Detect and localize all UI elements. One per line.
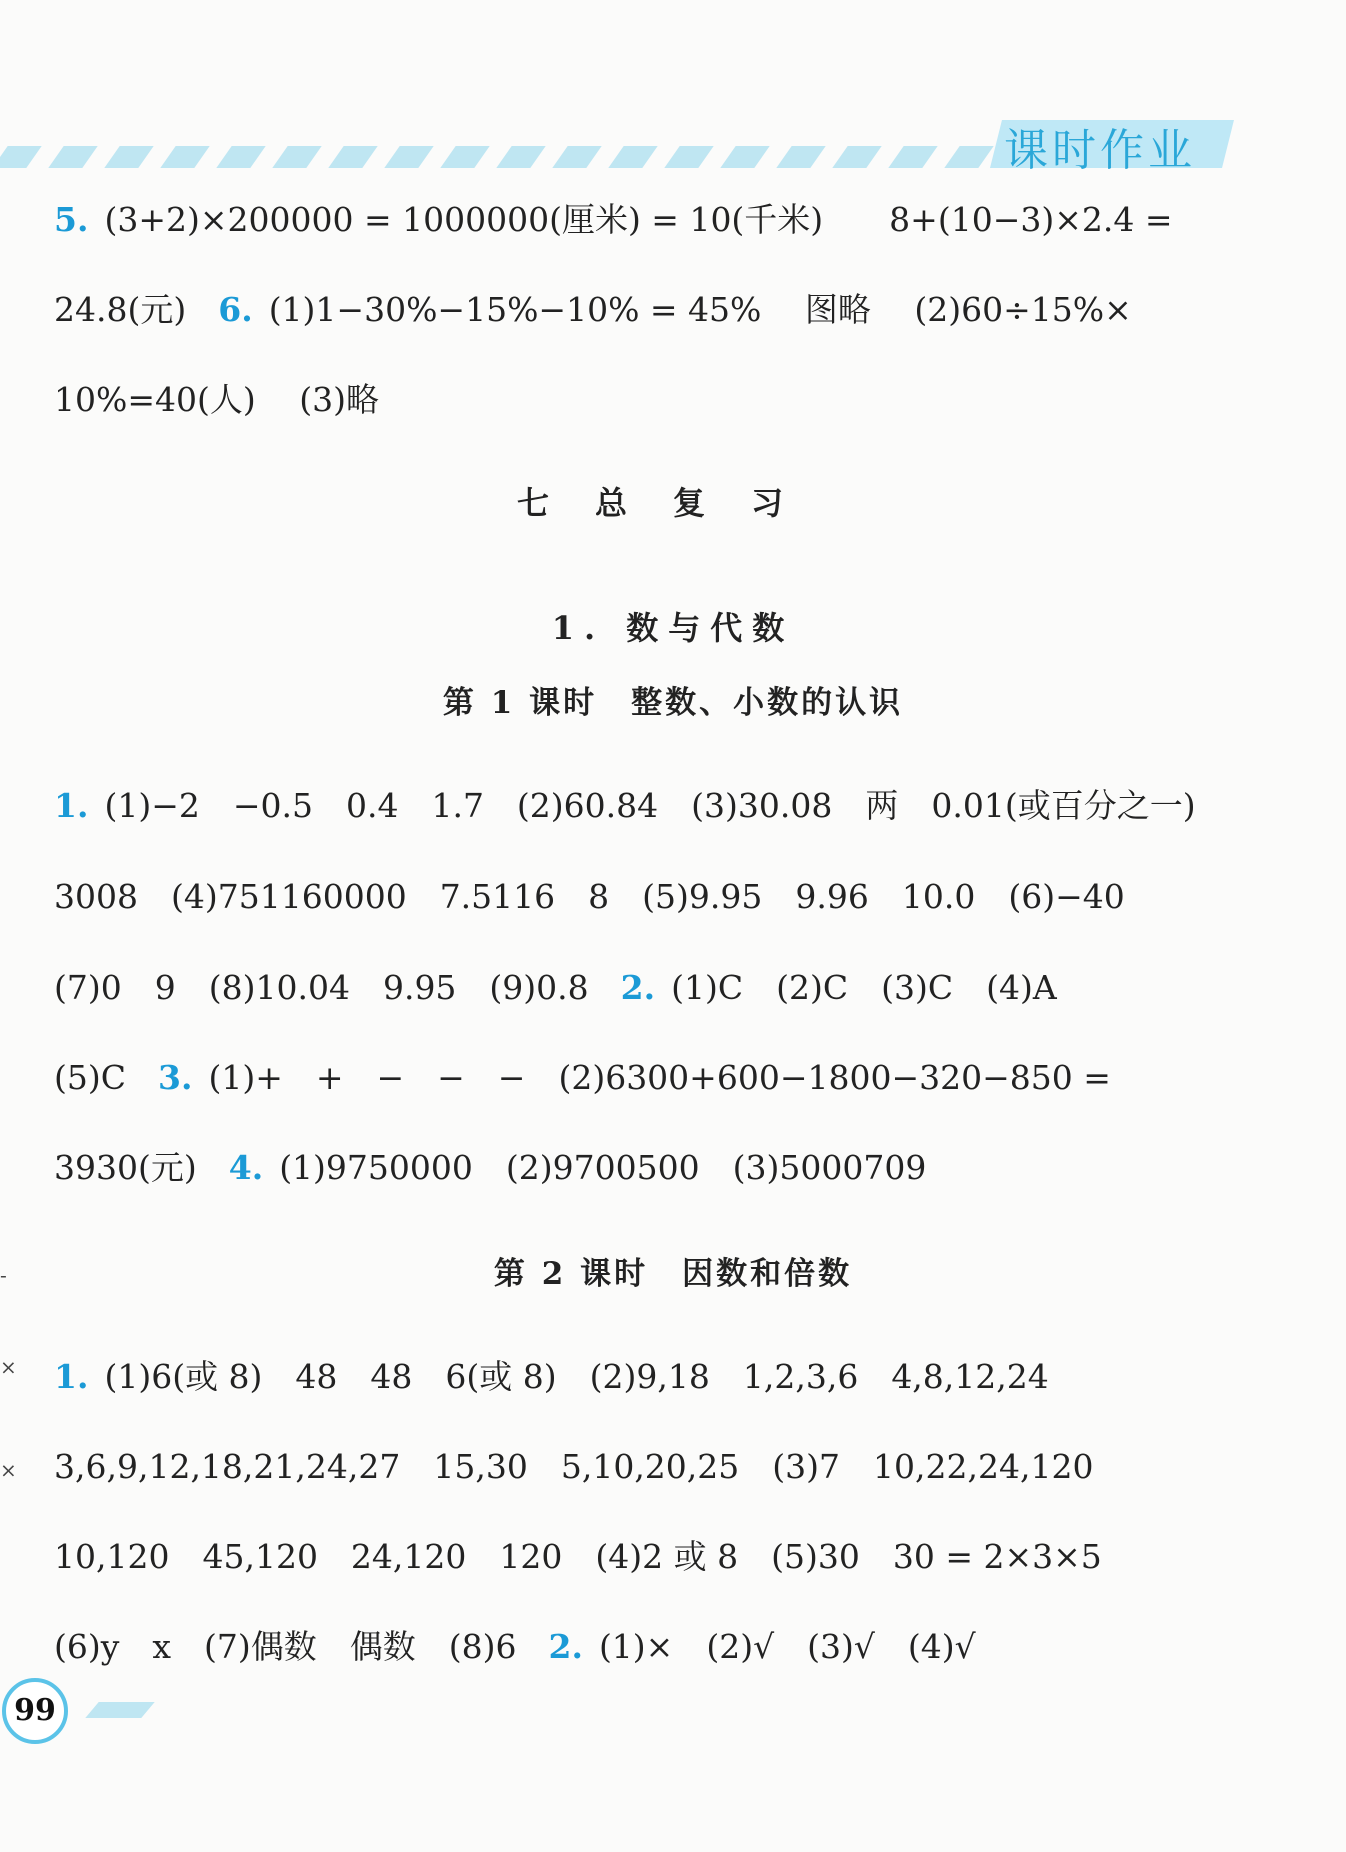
margin-mark: - — [0, 1263, 7, 1287]
question-number: 4. — [228, 1148, 264, 1187]
answer-text: (1)+ + − − − (2)6300+600−1800−320−850 = — [208, 1058, 1111, 1097]
answer-text: 10,120 45,120 24,120 120 (4)2 或 8 (5)30 30 = 2×3×5 — [54, 1537, 1102, 1576]
answer-line — [54, 290, 1132, 330]
answer-text: (3+2)×200000 = 1000000(厘米) = 10(千米) 8+(10−3)×2.4 = — [104, 200, 1173, 239]
header-title-badge — [996, 108, 1228, 174]
question-number: 2. — [548, 1627, 583, 1666]
margin-mark: × — [0, 1355, 17, 1379]
answer-text: (7)0 9 (8)10.04 9.95 (9)0.8 — [54, 968, 589, 1007]
page-number-badge — [2, 1678, 68, 1744]
answer-text: (6)y x (7)偶数 偶数 (8)6 — [54, 1627, 517, 1666]
answer-text: (5)C — [54, 1058, 126, 1097]
answer-text: (1)× (2)√ (3)√ (4)√ — [598, 1627, 976, 1666]
answer-line — [54, 1058, 1111, 1098]
question-number: 1. — [54, 1357, 89, 1396]
page-number: 99 — [14, 1693, 56, 1728]
answer-text: 24.8(元) — [54, 290, 187, 329]
answer-line — [54, 1357, 1049, 1397]
answer-text: (1)6(或 8) 48 48 6(或 8) (2)9,18 1,2,3,6 4,8,12,24 — [104, 1357, 1049, 1396]
header-title: 课时作业 — [1004, 125, 1196, 176]
answer-text: (1)C (2)C (3)C (4)A — [671, 968, 1057, 1007]
answer-line — [54, 1447, 1093, 1487]
chapter-title: 七总复习 — [516, 484, 829, 522]
answer-line — [54, 380, 379, 420]
question-number: 2. — [620, 968, 656, 1007]
answer-text: 3930(元) — [54, 1148, 197, 1187]
lesson-title: 第 2 课时 因数和倍数 — [493, 1256, 853, 1292]
answer-line — [54, 200, 1173, 240]
answer-text: 10%=40(人) (3)略 — [54, 380, 379, 419]
header-dash-band — [0, 146, 1010, 168]
answer-text: 3008 (4)751160000 7.5116 8 (5)9.95 9.96 10.0 (6)−40 — [54, 877, 1125, 916]
margin-mark: × — [0, 1458, 17, 1482]
answer-line — [54, 877, 1125, 917]
answer-text: 3,6,9,12,18,21,24,27 15,30 5,10,20,25 (3)7 10,22,24,120 — [54, 1447, 1094, 1486]
question-number: 1. — [54, 786, 89, 825]
answer-line — [54, 1148, 926, 1188]
page-number-decoration — [85, 1702, 154, 1718]
answer-text: (1)9750000 (2)9700500 (3)5000709 — [279, 1148, 927, 1187]
answer-text: (1)1−30%−15%−10% = 45% 图略 (2)60÷15%× — [268, 290, 1132, 329]
section-title: 1. 数与代数 — [551, 609, 795, 647]
answer-line — [54, 1627, 976, 1667]
question-number: 5. — [54, 200, 89, 239]
question-number: 3. — [158, 1058, 193, 1097]
answer-line — [54, 786, 1196, 826]
answer-line — [54, 1537, 1102, 1577]
question-number: 6. — [218, 290, 253, 329]
answer-text: (1)−2 −0.5 0.4 1.7 (2)60.84 (3)30.08 两 0.01(或百分之一) — [104, 786, 1196, 825]
lesson-title: 第 1 课时 整数、小数的认识 — [442, 685, 904, 721]
answer-line — [54, 968, 1057, 1008]
